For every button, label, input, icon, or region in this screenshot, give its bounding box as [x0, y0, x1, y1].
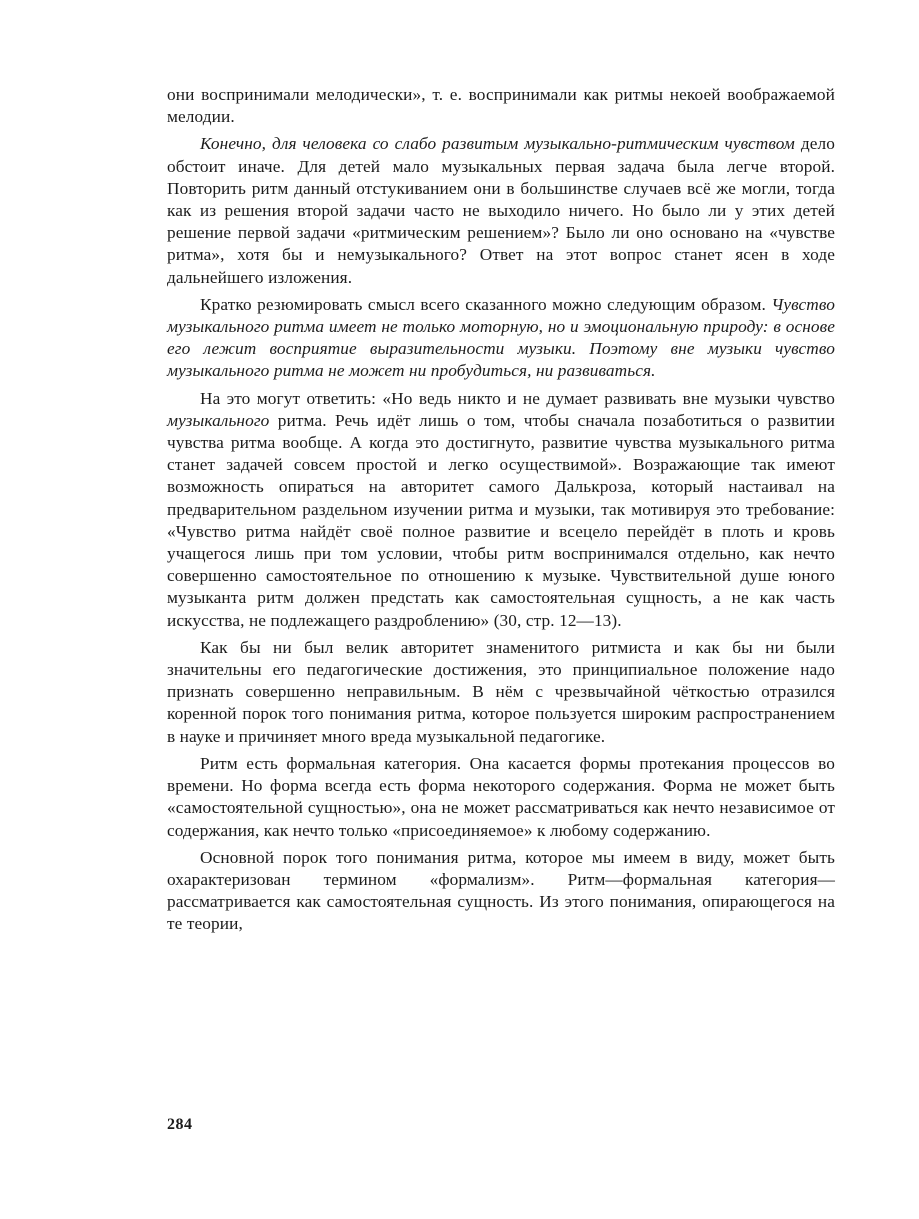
paragraph-6 — [167, 753, 835, 842]
paragraph-4-text-a: На это могут ответить: «Но ведь никто и не думает развивать вне музыки чувство — [200, 388, 835, 408]
paragraph-4-emphasis: музыкального — [167, 410, 270, 430]
paragraph-7 — [167, 847, 835, 936]
paragraph-3-text: Кратко резюмировать смысл всего сказанного можно следующим образом. — [200, 294, 772, 314]
paragraph-2-text: дело обстоит иначе. Для детей мало музыкальных первая задача была легче второй. Повторить ритм данный отстукиванием они в большинстве случаев всё же могли, тогда как из решения второй задачи часто не выходило ничего. Но было ли у этих детей решение первой задачи «ритмическим решением»? Было ли оно основано на «чувстве ритма», хотя бы и немузыкального? Ответ на этот вопрос станет ясен в ходе дальнейшего изложения. — [167, 134, 835, 287]
paragraph-3-emphasis: Чувство музыкального ритма имеет не только моторную, но и эмоциональную природу: в основе его лежит восприятие выразительности музыки. Поэтому вне музыки чувство музыкального ритма не может ни пробудиться, ни развиваться. — [167, 294, 835, 381]
paragraph-7-text: Основной порок того понимания ритма, которое мы имеем в виду, может быть охарактеризован термином «формализм». Ритм—формальная категория—рассматривается как самостоятельная сущность. Из этого понимания, опирающегося на те теории, — [167, 847, 835, 934]
paragraph-2 — [167, 133, 835, 288]
paragraph-5-text: Как бы ни был велик авторитет знаменитого ритмиста и как бы ни были значительны его педагогические достижения, это принципиальное положение надо признать совершенно неправильным. В нём с чрезвычайной чёткостью отразился коренной порок того понимания ритма, которое пользуется широким распространением в науке и причиняет много вреда музыкальной педагогике. — [167, 637, 835, 746]
page-number: 284 — [167, 1116, 193, 1133]
paragraph-6-text: Ритм есть формальная категория. Она касается формы протекания процессов во времени. Но форма всегда есть форма некоторого содержания. Форма не может быть «самостоятельной сущностью», она не может рассматриваться как нечто независимое от содержания, как нечто только «присоединяемое» к любому содержанию. — [167, 753, 835, 840]
paragraph-4-text-b: ритма. Речь идёт лишь о том, чтобы сначала позаботиться о развитии чувства ритма вообще. А когда это достигнуто, развитие чувства музыкального ритма станет задачей совсем простой и легко осуществимой». Возражающие так имеют возможность опираться на авторитет самого Далькроза, который настаивал на предварительном раздельном изучении ритма и музыки, так мотивируя это требование: «Чувство ритма найдёт своё полное развитие и всецело перейдёт в плоть и кровь учащегося лишь при том условии, чтобы ритм воспринимался отдельно, как нечто совершенно самостоятельное по отношению к музыке. Чувствительной душе юного музыканта ритм должен предстать как самостоятельная сущность, а не как часть искусства, не подлежащего раздроблению» (30, стр. 12—13). — [167, 410, 835, 630]
body-text — [167, 84, 835, 936]
paragraph-3 — [167, 294, 835, 383]
paragraph-1-text: они воспринимали мелодически», т. е. воспринимали как ритмы некоей воображаемой мелодии. — [167, 85, 835, 127]
paragraph-5 — [167, 637, 835, 748]
page-body — [167, 84, 835, 936]
paragraph-4 — [167, 388, 835, 632]
paragraph-1 — [167, 84, 835, 128]
paragraph-2-emphasis: Конечно, для человека со слабо развитым музыкально-ритмическим чувством — [200, 134, 795, 154]
